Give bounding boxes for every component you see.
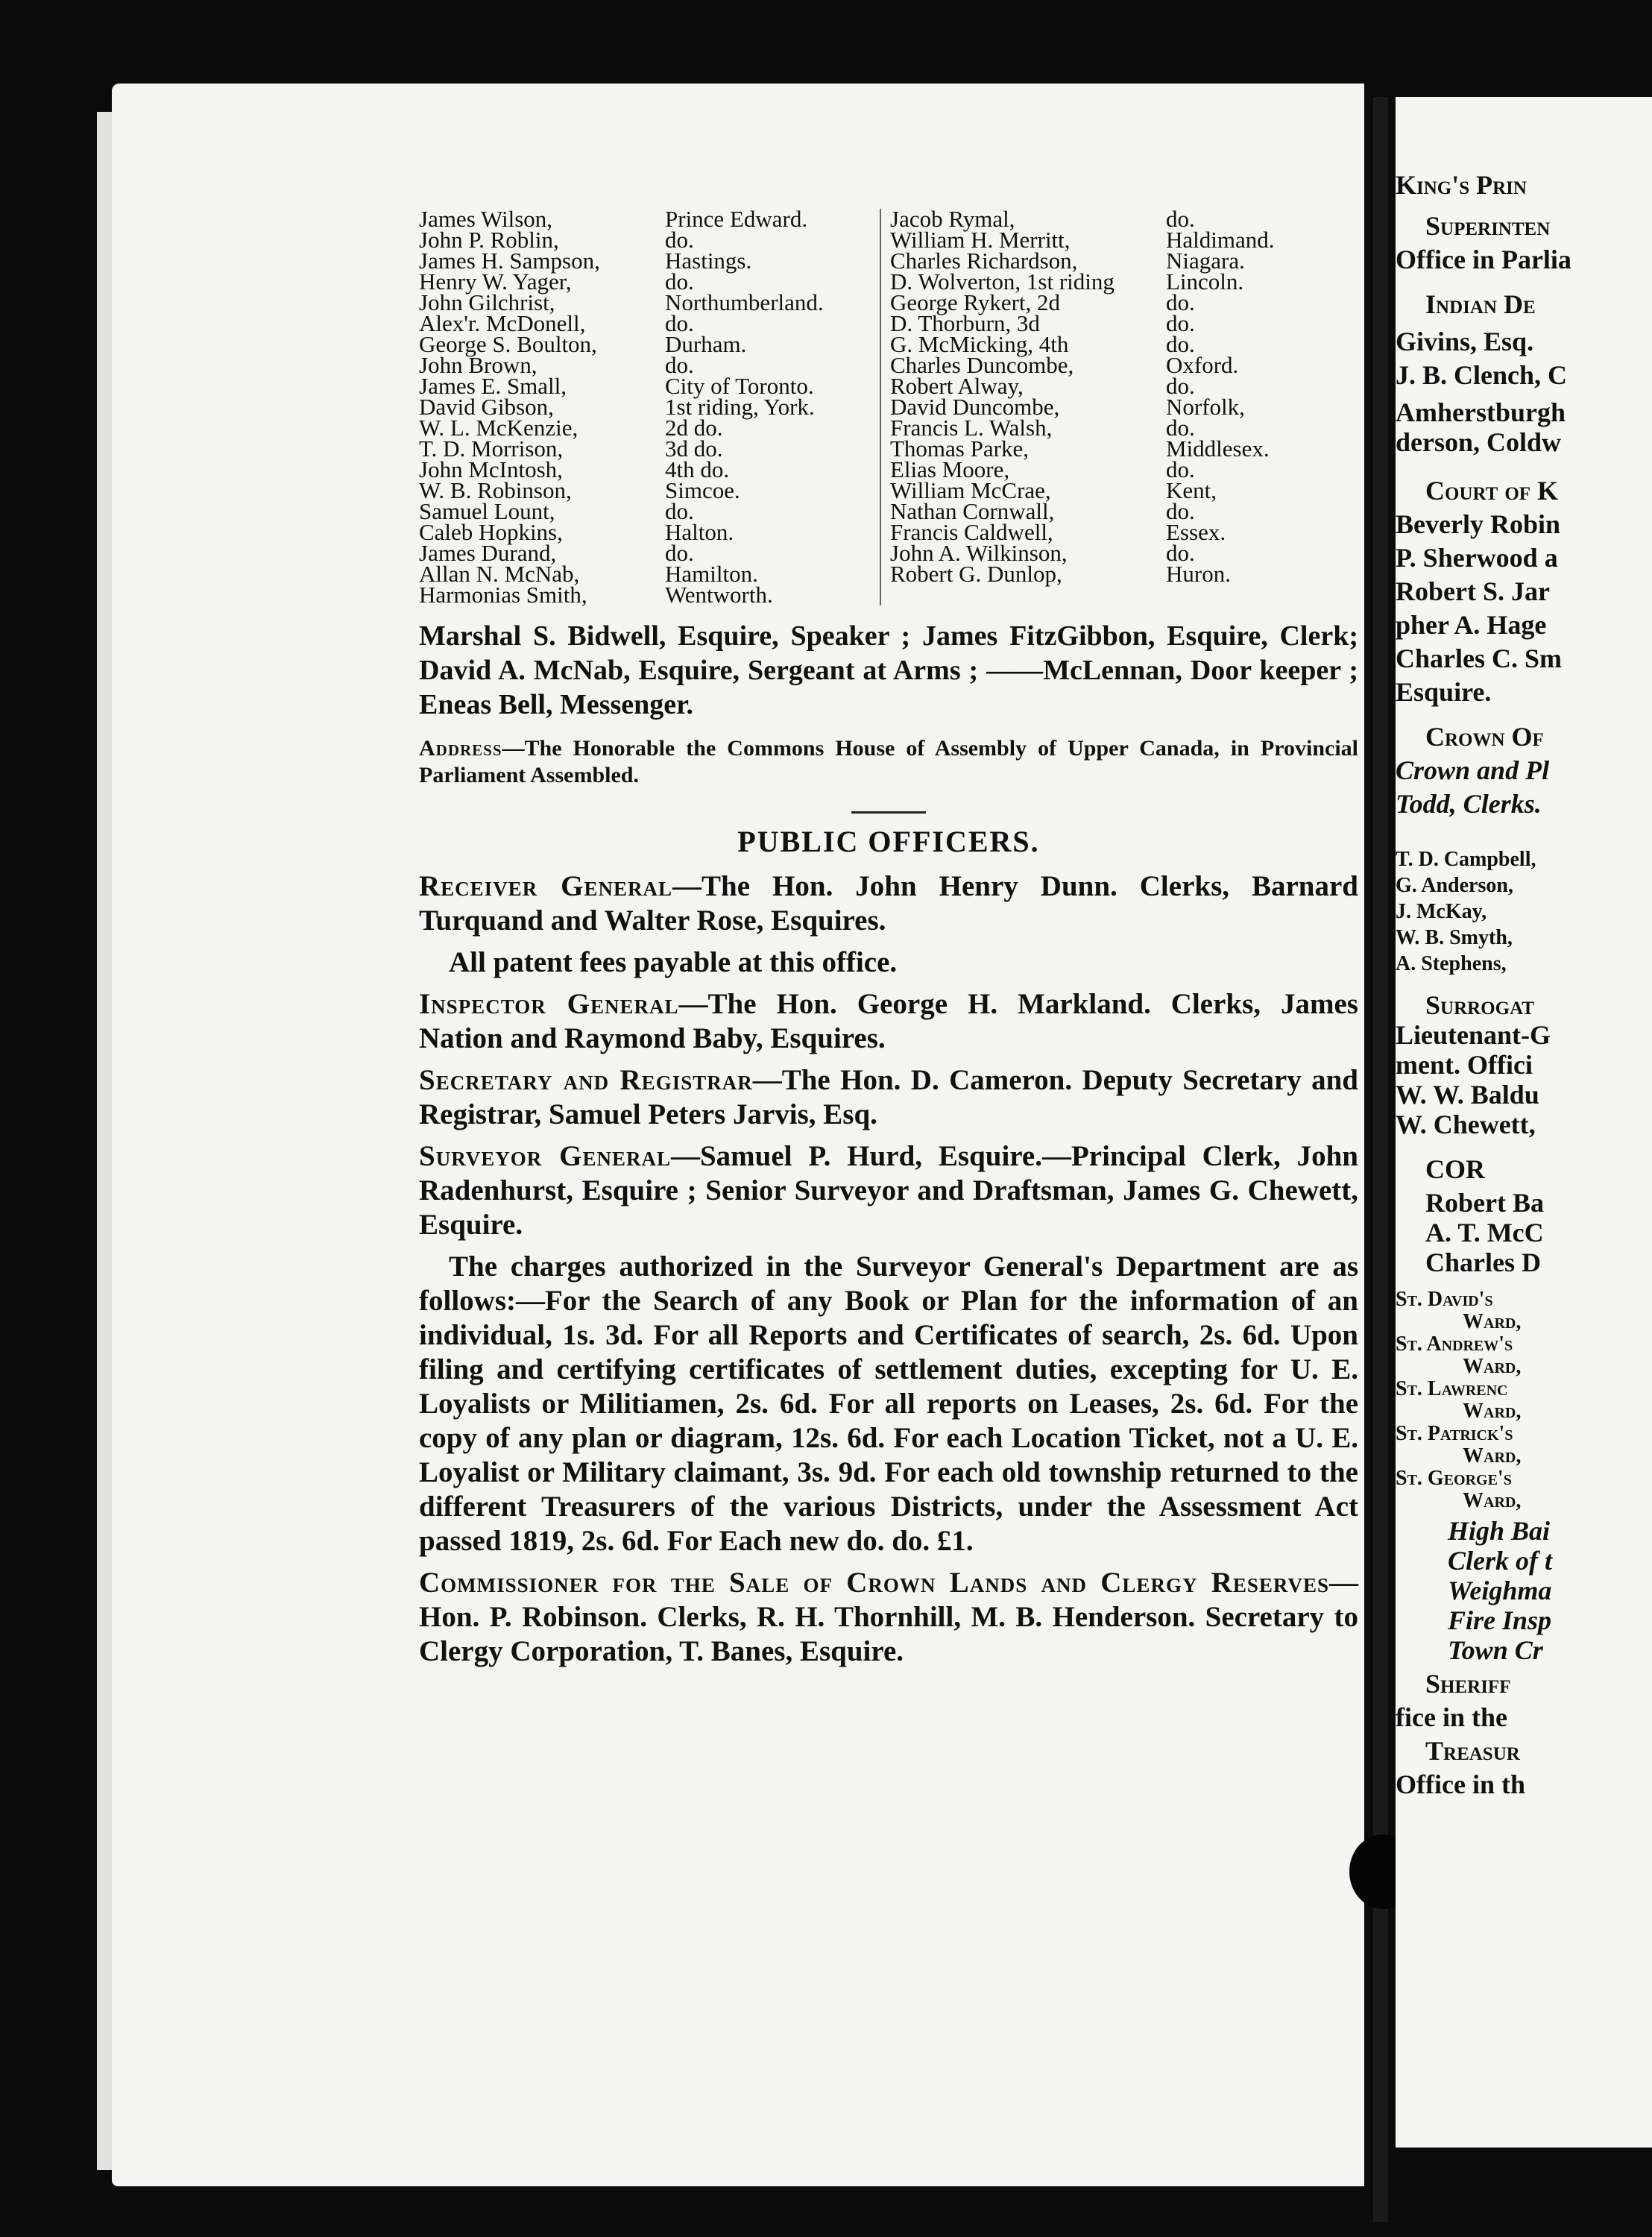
office-title: Inspector General [419, 988, 679, 1020]
representative-name: Nathan Cornwall, [890, 498, 1055, 524]
representative-place: do. [1166, 331, 1195, 357]
right-page-line: St. George's [1396, 1467, 1512, 1490]
representative-place: City of Toronto. [665, 373, 814, 399]
representative-place: do. [665, 540, 694, 566]
office-entry [419, 1139, 1358, 1242]
office-entry [419, 946, 1358, 980]
offices-list [419, 869, 1358, 1669]
representative-name: D. Wolverton, 1st riding [890, 268, 1115, 295]
office-entry [419, 987, 1358, 1056]
representative-name: Charles Duncombe, [890, 352, 1074, 378]
right-page-line: ment. Offici [1396, 1050, 1533, 1080]
representative-name: John McIntosh, [419, 456, 563, 482]
representative-name: James Wilson, [419, 206, 553, 232]
office-title: Receiver General [419, 870, 673, 902]
representative-place: Simcoe. [665, 477, 740, 503]
representative-name: Alex'r. McDonell, [419, 310, 586, 336]
right-page-line: G. Anderson, [1396, 874, 1513, 897]
right-page-line: J. B. Clench, C [1396, 360, 1568, 390]
representative-place: Kent, [1166, 477, 1217, 503]
right-page-line: J. McKay, [1396, 900, 1487, 923]
right-page-line: Weighma [1448, 1576, 1552, 1605]
address-text: —The Honorable the Commons House of Assembly of Upper Canada, in Provincial Parliament Assembled. [419, 736, 1358, 787]
right-page-line: fice in the [1396, 1702, 1507, 1732]
right-page-line: Fire Insp [1448, 1605, 1552, 1635]
office-text: —The Hon. D. Cameron. Deputy Secretary and Registrar, Samuel Peters Jarvis, Esq. [419, 1064, 1358, 1130]
right-page-line: Crown Of [1425, 722, 1544, 752]
right-page [1396, 97, 1652, 2148]
representative-place: do. [665, 227, 694, 253]
speaker-paragraph: Marshal S. Bidwell, Esquire, Speaker ; James FitzGibbon, Esquire, Clerk; David A. McNab, Esquire, Sergeant at Arms ; ——McLennan, Door keeper ; Eneas Bell, Messenger. [419, 620, 1358, 720]
representative-name: Francis L. Walsh, [890, 415, 1053, 441]
right-page-line: Charles D [1425, 1248, 1541, 1277]
representative-place: Norfolk, [1166, 394, 1245, 420]
right-page-line: Indian De [1425, 289, 1536, 319]
address-paragraph [419, 735, 1358, 789]
representative-name: G. McMicking, 4th [890, 331, 1069, 357]
right-page-line: High Bai [1448, 1516, 1551, 1546]
office-text: All patent fees payable at this office. [449, 946, 898, 978]
office-text: The charges authorized in the Surveyor General's Department are as follows:—For the Search of any Book or Plan for the information of an individual, 1s. 3d. For all Reports and Certificates of search, 2s. 6d. Upon filing and certifying certificates of settlement duties, excepting for U. E. Loyalists or Militiamen, 2s. 6d. For all reports on Leases, 2s. 6d. For the copy of any plan or diagram, 12s. 6d. For each Location Ticket, not a U. E. Loyalist or Military claimant, 3s. 9d. For each old township returned to the different Treasurers of the various Districts, under the Assessment Act passed 1819, 2s. 6d. For Each new do. do. £1. [419, 1250, 1358, 1557]
representative-place: Durham. [665, 331, 747, 357]
representative-name: John P. Roblin, [419, 227, 559, 253]
representatives-left-column [419, 206, 881, 608]
right-page-line: A. T. McC [1425, 1218, 1544, 1248]
office-text: —The Hon. George H. Markland. Clerks, James Nation and Raymond Baby, Esquires. [419, 988, 1358, 1054]
representative-place: do. [665, 268, 694, 295]
representative-name: George Rykert, 2d [890, 289, 1061, 315]
representative-row [419, 582, 875, 608]
representative-row [890, 561, 1352, 587]
right-page-line: Charles C. Sm [1396, 644, 1562, 673]
right-page-line: St. Lawrenc [1396, 1377, 1508, 1400]
representative-name: John A. Wilkinson, [890, 540, 1068, 566]
representative-place: Hamilton. [665, 561, 758, 587]
representative-place: do. [1166, 206, 1195, 232]
right-page-line: St. Andrew's [1396, 1333, 1513, 1356]
right-page-line: Office in Parlia [1396, 245, 1571, 274]
representative-name: John Brown, [419, 352, 537, 378]
representative-name: Caleb Hopkins, [419, 519, 563, 545]
office-entry [419, 1566, 1358, 1669]
right-page-line: pher A. Hage [1396, 610, 1547, 640]
representative-name: William H. Merritt, [890, 227, 1071, 253]
right-page-line: Esquire. [1396, 677, 1492, 707]
representative-place: 4th do. [665, 456, 730, 482]
representative-place: Middlesex. [1166, 435, 1270, 462]
right-page-line: Ward, [1463, 1355, 1522, 1378]
representative-name: Jacob Rymal, [890, 206, 1015, 232]
representative-name: James H. Sampson, [419, 248, 600, 274]
representative-place: do. [1166, 540, 1195, 566]
office-title: Commissioner for the Sale of Crown Lands and Clergy Reserves [419, 1567, 1329, 1599]
representative-place: do. [1166, 310, 1195, 336]
representative-place: do. [1166, 373, 1195, 399]
right-page-line: Ward, [1463, 1489, 1522, 1512]
representative-place: do. [665, 352, 694, 378]
representative-name: Allan N. McNab, [419, 561, 580, 587]
representative-name: David Gibson, [419, 394, 554, 420]
right-page-line: derson, Coldw [1396, 427, 1562, 457]
representative-name: W. L. McKenzie, [419, 415, 578, 441]
representative-place: Hastings. [665, 248, 752, 274]
representative-name: W. B. Robinson, [419, 477, 572, 503]
representative-name: Elias Moore, [890, 456, 1010, 482]
office-title: Surveyor General [419, 1140, 671, 1172]
representative-name: James E. Small, [419, 373, 567, 399]
right-page-line: Robert Ba [1425, 1188, 1544, 1218]
representative-name: Robert Alway, [890, 373, 1024, 399]
representative-place: Prince Edward. [665, 206, 808, 232]
right-page-line: Ward, [1463, 1444, 1522, 1467]
representative-place: Lincoln. [1166, 268, 1244, 295]
representative-name: Henry W. Yager, [419, 268, 572, 295]
public-officers-heading: PUBLIC OFFICERS. [737, 825, 1040, 858]
representative-name: Charles Richardson, [890, 248, 1078, 274]
office-text: —The Hon. John Henry Dunn. Clerks, Barnard Turquand and Walter Rose, Esquires. [419, 870, 1358, 937]
representative-name: James Durand, [419, 540, 557, 566]
representative-name: George S. Boulton, [419, 331, 597, 357]
right-page-line: Treasur [1425, 1736, 1520, 1766]
right-page-line: Ward, [1463, 1310, 1522, 1333]
representative-name: Francis Caldwell, [890, 519, 1053, 545]
representative-place: Wentworth. [665, 582, 773, 608]
representative-name: Robert G. Dunlop, [890, 561, 1062, 587]
representative-place: do. [665, 498, 694, 524]
right-page-line: Superinten [1425, 211, 1551, 241]
representative-name: Samuel Lount, [419, 498, 555, 524]
right-page-line: W. W. Baldu [1396, 1080, 1539, 1110]
right-page-line: Crown and Pl [1396, 755, 1550, 785]
right-page-line: Surrogat [1425, 990, 1534, 1020]
representatives-right-column [881, 206, 1352, 605]
office-entry [419, 1250, 1358, 1558]
right-page-line: Ward, [1463, 1400, 1522, 1423]
representative-place: do. [1166, 456, 1195, 482]
representatives-table [419, 206, 1358, 608]
right-page-line: Givins, Esq. [1396, 327, 1534, 356]
right-page-line: St. David's [1396, 1288, 1493, 1311]
representative-place: Oxford. [1166, 352, 1239, 378]
right-page-line: Office in th [1396, 1769, 1525, 1799]
office-entry [419, 869, 1358, 938]
right-page-line: W. B. Smyth, [1396, 926, 1513, 949]
office-entry [419, 1063, 1358, 1132]
right-page-line: Clerk of t [1448, 1546, 1552, 1576]
representative-place: do. [1166, 289, 1195, 315]
office-text: —Samuel P. Hurd, Esquire.—Principal Clerk, John Radenhurst, Esquire ; Senior Surveyor and Draftsman, James G. Chewett, Esquire. [419, 1140, 1358, 1241]
representative-name: David Duncombe, [890, 394, 1060, 420]
right-page-line: Robert S. Jar [1396, 576, 1550, 606]
representative-place: do. [665, 310, 694, 336]
right-page-line: Sheriff [1425, 1669, 1511, 1699]
representative-place: Niagara. [1166, 248, 1245, 274]
representative-place: 3d do. [665, 435, 723, 462]
office-text: —Hon. P. Robinson. Clerks, R. H. Thornhill, M. B. Henderson. Secretary to Clergy Corporation, T. Banes, Esquire. [419, 1567, 1358, 1667]
right-page-line: King's Prin [1396, 170, 1527, 200]
section-rule [851, 811, 926, 814]
representative-place: 1st riding, York. [665, 394, 815, 420]
representative-name: William McCrae, [890, 477, 1051, 503]
right-page-line: COR [1425, 1154, 1485, 1184]
right-page-line: Todd, Clerks. [1396, 789, 1542, 819]
right-page-line: Beverly Robin [1396, 509, 1560, 539]
left-page-content [419, 206, 1358, 1676]
representative-place: Huron. [1166, 561, 1231, 587]
office-title: Secretary and Registrar [419, 1064, 753, 1096]
representative-name: Thomas Parke, [890, 435, 1029, 462]
representative-place: Northumberland. [665, 289, 824, 315]
representative-place: Haldimand. [1166, 227, 1275, 253]
right-page-line: W. Chewett, [1396, 1110, 1536, 1139]
representative-place: Halton. [665, 519, 734, 545]
right-page-line: P. Sherwood a [1396, 543, 1558, 573]
right-page-line: Town Cr [1448, 1635, 1543, 1665]
representative-name: D. Thorburn, 3d [890, 310, 1040, 336]
right-page-line: Lieutenant-G [1396, 1020, 1551, 1050]
representative-place: 2d do. [665, 415, 723, 441]
right-page-line: Court of K [1425, 476, 1559, 506]
right-page-line: Amherstburgh [1396, 397, 1566, 427]
representative-name: John Gilchrist, [419, 289, 555, 315]
representative-name: T. D. Morrison, [419, 435, 564, 462]
representative-place: Essex. [1166, 519, 1226, 545]
representative-place: do. [1166, 498, 1195, 524]
right-page-line: St. Patrick's [1396, 1422, 1513, 1445]
representative-name: Harmonias Smith, [419, 582, 587, 608]
right-page-line: A. Stephens, [1396, 952, 1507, 975]
representative-place: do. [1166, 415, 1195, 441]
right-page-line: T. D. Campbell, [1396, 848, 1536, 871]
address-label: Address [419, 736, 502, 761]
